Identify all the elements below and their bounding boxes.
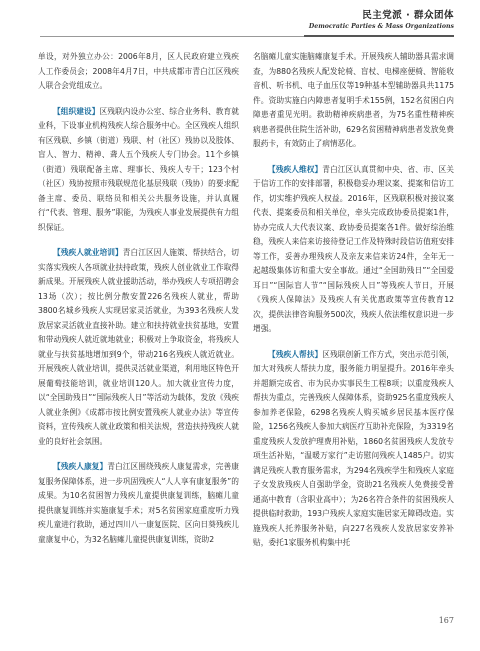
employment-paragraph [38, 246, 239, 449]
rights-text: 青白江区认真贯彻中央、省、市、区关于信访工作的安排部署，积极稳妥办理议案、提案和信访工作，切实维护残疾人权益。2016年，区残联积极对接议案代表、提案委员和相关单位，牵头完成政协委员提案1件，协办完成人大代表议案、政协委员提案各1件。做好综治维稳，残疾人来信来访接待登记工作及特殊时段信访值班安排等工作，妥善办理残疾人及亲友来信来访24件，全年无一起越级集体访和重大安全事故。通过“全国助残日”“全国爱耳日”“国际盲人节”“国际残疾人日”等残疾人节日，开展《残疾人保障法》及残疾人有关优惠政策等宣传教育12次，提供法律咨询服务500次，残疾人依法维权意识进一步增强。 [253, 164, 454, 333]
header-subtitle: Democratic Parties & Mass Organizations [308, 23, 454, 30]
rehab-paragraph [38, 460, 239, 547]
org-text: 区残联内设办公室、综合业务科、教育就业科，下设事业机构残疾人综合服务中心。全区残疾人组织有区残联、乡镇（街道）残联、村（社区）残协以及肢体、盲人、智力、精神、聋人五个残疾人专门协会。11个乡镇（街道）残联配备主席、理事长、残疾人专干；123个村（社区）残协按照市残联规范化基层残联（残协）的要求配备主席、委员、联络员和相关公共服务设施，并认真履行“代表、管理、服务”职能，为残疾人事业发展提供有力组织保证。 [38, 106, 239, 232]
header-title: 民主党派 · 群众团体 [362, 10, 454, 21]
employment-text: 青白江区因人施策、帮扶结合，切实落实残疾人各项就业扶持政策，残疾人创业就业工作取得新成果。开展残疾人就业援助活动，举办残疾人专项招聘会13场（次）；按比例分散安置226名残疾人就业，帮助3800名城乡残疾人实现居家灵活就业，为393名残疾人发放居家灵活就业直接补助。建立和扶持就业扶贫基地，安置和带动残疾人就近就地就业；积极对上争取资金，将残疾人就业与扶贫基地增加到9个，带动216名残疾人就近就业。开展残疾人就业培训，提供灵活就业渠道，利用地区特色开展葡萄技能培训，就业培训120人。加大就业宣传力度，以“全国助残日”“国际残疾人日”等活动为载体，发放《残疾人就业条例》《成都市按比例安置残疾人就业办法》等宣传资料，宣传残疾人就业政策和相关法规，营造扶持残疾人就业的良好社会氛围。 [38, 248, 239, 446]
rehab-text: 青白江区围绕残疾人康复需求，完善康复服务保障体系，进一步巩固残疾人“人人享有康复服务”的成果。为10名贫困智力残疾儿童提供康复训练，脑瘫儿童提供康复训练并实施康复手术；对5名贫困家庭重度听力残疾儿童进行救助，通过四川八一康复医院、区向日葵残疾儿童康复中心，为32名脑瘫儿童提供康复训练，资助2 [38, 462, 239, 544]
page-number: 167 [438, 616, 454, 625]
intro-paragraph [38, 50, 239, 94]
right-column [253, 50, 454, 562]
section-heading-aid: 【残疾人帮扶】 [268, 349, 323, 359]
rights-paragraph [253, 163, 454, 337]
section-heading-org: 【组织建设】 [53, 106, 100, 116]
text-columns [38, 50, 454, 562]
running-header [309, 10, 454, 31]
continued-paragraph [253, 50, 454, 152]
section-heading-rights: 【残疾人维权】 [268, 164, 323, 174]
continued-text: 名脑瘫儿童实施脑瘫康复手术。开展残疾人辅助器具需求调查，为880名残疾人配发轮椅、盲杖、电梯座便椅、智能收音机、听书机、电子血压仪等19种基本型辅助器具共1175件。资助实施白内障患者复明手术155例，152名贫困白内障患者重见光明。救助精神疾病患者，为75名重性精神疾病患者提供住院生活补助，629名贫困精神病患者发放免费服药卡，有效防止了病情恶化。 [253, 52, 454, 148]
intro-text: 单设，对外独立办公：2006年8月，区人民政府建立残疾人工作委员会；2008年4月7日，中共成都市青白江区残疾人联合会党组成立。 [38, 52, 239, 90]
header-rule-accent [304, 35, 454, 37]
section-heading-rehab: 【残疾人康复】 [53, 462, 108, 471]
org-paragraph [38, 105, 239, 236]
section-heading-employment: 【残疾人就业培训】 [53, 248, 123, 257]
aid-text: 区残联创新工作方式，突出示范引领，加大对残疾人帮扶力度，服务能力明显提升。2016年牵头并超额完成省、市为民办实事民生工程8项；以重度残疾人帮扶为重点，完善残疾人保障体系，资助925名重度残疾人参加养老保险，6298名残疾人购买城乡居民基本医疗保险，1256名残疾人参加大病医疗互助补充保险，为3319名重度残疾人发放护理费用补贴，1860名贫困残疾人发放专项生活补贴，“温暖万家行”走访慰问残疾人1485户。切实满足残疾人教育服务需求，为294名残疾学生和残疾人家庭子女发放残疾人自强助学金，资助21名残疾人免费接受普通高中教育（含职业高中）；为26名符合条件的贫困残疾人提供临时救助，193户残疾人家庭实施居家无障碍改造。实施残疾人托养服务补贴，向227名残疾人发放居家安养补贴，委托1家服务机构集中托 [253, 349, 454, 547]
aid-paragraph [253, 348, 454, 551]
left-column [38, 50, 239, 562]
